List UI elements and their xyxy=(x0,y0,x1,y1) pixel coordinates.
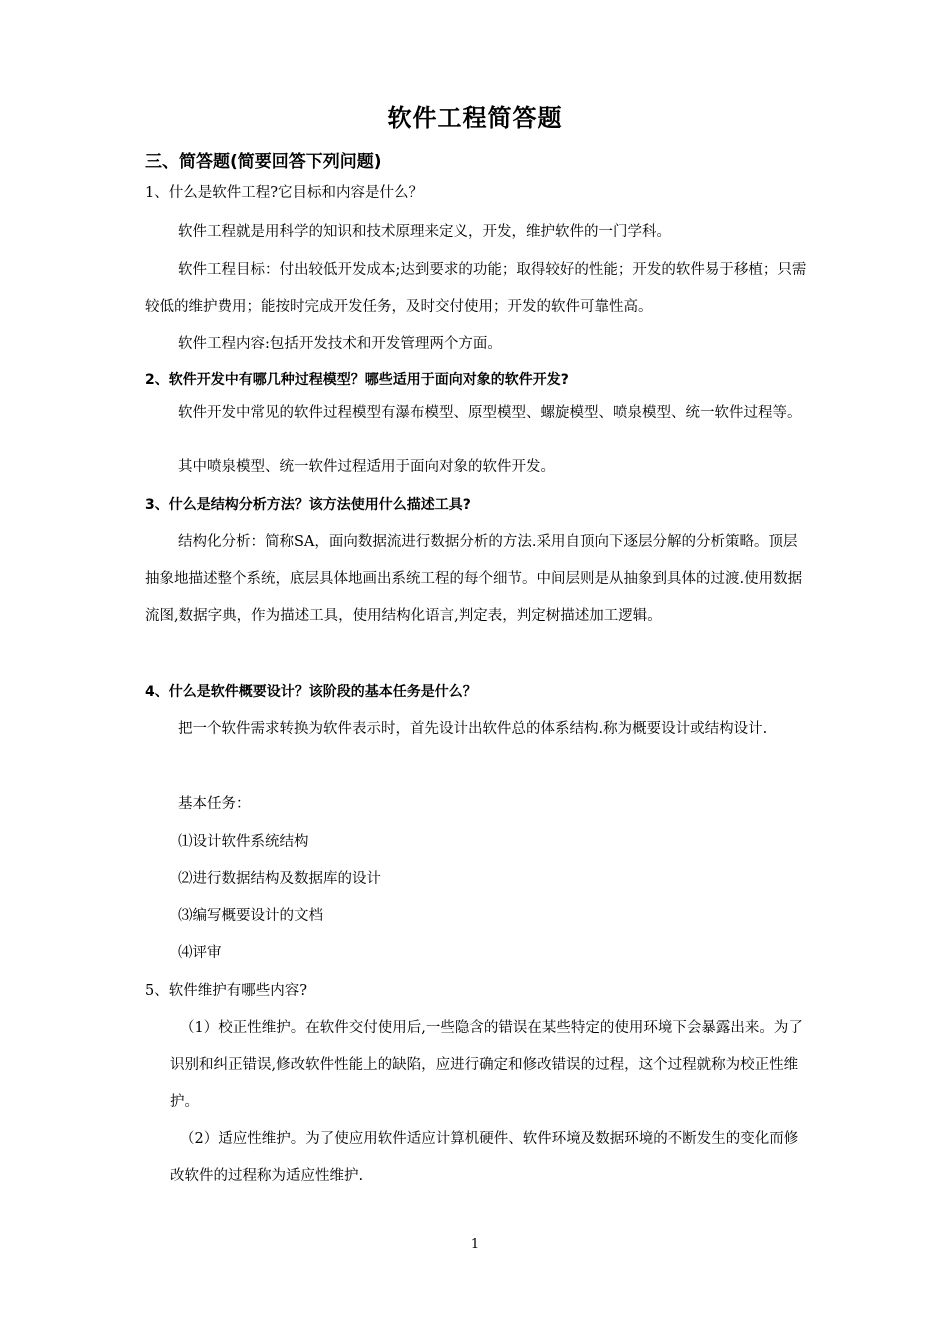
question-4: 4、什么是软件概要设计？该阶段的基本任务是什么？ xyxy=(145,684,477,700)
question-3: 3、什么是结构分析方法？该方法使用什么描述工具? xyxy=(145,497,471,513)
section-heading: 三、简答题(简要回答下列问题) xyxy=(145,152,382,172)
answer-4-tasks-label: 基本任务： xyxy=(178,796,251,812)
answer-5-corrective: （1）校正性维护。在软件交付使用后,一些隐含的错误在某些特定的使用环境下会暴露出来。为了识别和纠正错误,修改软件性能上的缺陷，应进行确定和修改错误的过程，这个过程就称为校正性维护。 xyxy=(170,1020,803,1110)
answer-2-models: 软件开发中常见的软件过程模型有瀑布模型、原型模型、螺旋模型、喷泉模型、统一软件过程等。 xyxy=(178,405,802,421)
answer-1-goals: 软件工程目标：付出较低开发成本;达到要求的功能；取得较好的性能；开发的软件易于移植；只需较低的维护费用；能按时完成开发任务，及时交付使用；开发的软件可靠性高。 xyxy=(145,262,807,315)
answer-1-content: 软件工程内容:包括开发技术和开发管理两个方面。 xyxy=(178,336,502,352)
list-item: ⑷评审 xyxy=(178,945,222,961)
list-item: ⑶编写概要设计的文档 xyxy=(178,908,323,924)
document-title: 软件工程简答题 xyxy=(387,104,563,132)
page-number: 1 xyxy=(470,1237,480,1252)
answer-1-definition: 软件工程就是用科学的知识和技术原理来定义，开发，维护软件的一门学科。 xyxy=(178,224,671,240)
answer-2-oo: 其中喷泉模型、统一软件过程适用于面向对象的软件开发。 xyxy=(178,459,555,475)
question-5: 5、软件维护有哪些内容? xyxy=(145,983,307,999)
question-1: 1、什么是软件工程?它目标和内容是什么？ xyxy=(145,185,423,201)
list-item: ⑵进行数据结构及数据库的设计 xyxy=(178,871,381,887)
list-item: ⑴设计软件系统结构 xyxy=(178,834,309,850)
answer-5-adaptive: （2）适应性维护。为了使应用软件适应计算机硬件、软件环境及数据环境的不断发生的变化而修改软件的过程称为适应性维护. xyxy=(170,1131,799,1184)
question-2: 2、软件开发中有哪几种过程模型？哪些适用于面向对象的软件开发? xyxy=(145,372,569,388)
answer-3-sa: 结构化分析：简称SA，面向数据流进行数据分析的方法.采用自顶向下逐层分解的分析策略。顶层抽象地描述整个系统，底层具体地画出系统工程的每个细节。中间层则是从抽象到具体的过渡.使用数据流图,数据字典，作为描述工具，使用结构化语言,判定表，判定树描述加工逻辑。 xyxy=(145,534,803,624)
answer-4-definition: 把一个软件需求转换为软件表示时，首先设计出软件总的体系结构.称为概要设计或结构设计. xyxy=(178,721,768,737)
